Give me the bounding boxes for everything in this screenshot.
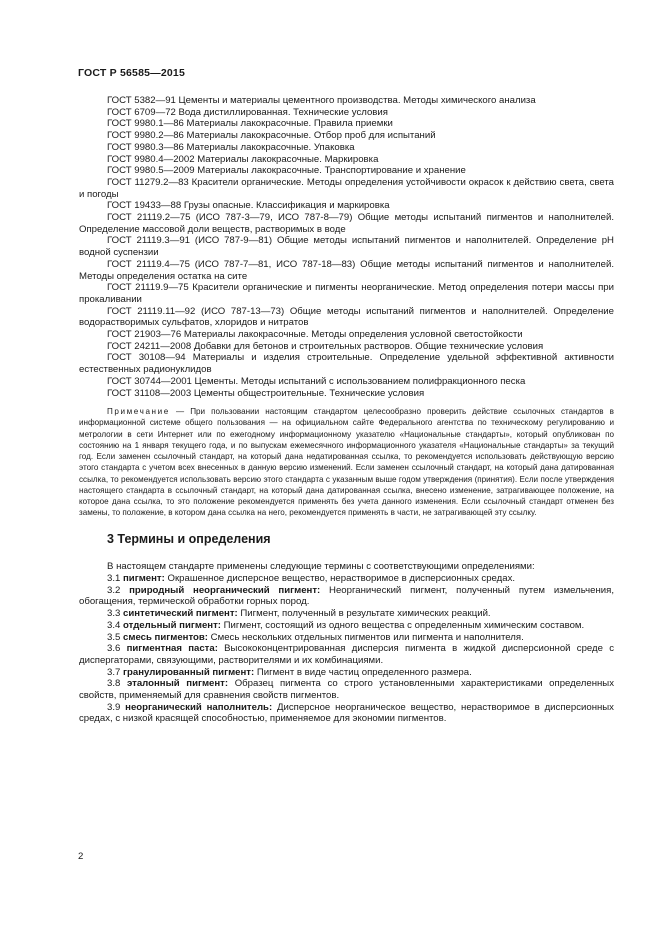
term-item	[79, 620, 614, 632]
term-item	[79, 667, 614, 679]
term-number: 3.8	[107, 678, 121, 690]
term-definition: Дисперсное неорганическое вещество, нерастворимое в дисперсионных средах, с низкой красящей способностью, применяемое для экономии пигментов.	[79, 701, 614, 725]
reference-item: ГОСТ 19433—88 Грузы опасные. Классификация и маркировка	[107, 200, 390, 212]
term-item	[79, 585, 614, 608]
term-definition: Пигмент в виде частиц определенного размера.	[254, 666, 472, 678]
section-3-title: 3 Термины и определения	[107, 532, 271, 547]
term-name: неорганический наполнитель:	[125, 701, 273, 713]
term-number: 3.2	[107, 584, 121, 596]
reference-item: ГОСТ 9980.4—2002 Материалы лакокрасочные. Маркировка	[107, 153, 379, 165]
reference-item: ГОСТ 21119.11—92 (ИСО 787-13—73) Общие методы испытаний пигментов и наполнителей. Определение водорастворимых сульфатов, хлоридов и нитратов	[79, 305, 614, 329]
page-number: 2	[78, 851, 84, 862]
term-name: природный неорганический пигмент:	[129, 584, 321, 596]
reference-item: ГОСТ 21119.9—75 Красители органические и пигменты неорганические. Метод определения потери массы при прокаливании	[79, 282, 614, 305]
reference-item: ГОСТ 9980.1—86 Материалы лакокрасочные. Правила приемки	[107, 118, 393, 130]
term-name: гранулированный пигмент:	[123, 666, 255, 678]
term-name: пигмент:	[123, 573, 165, 585]
term-definition: Пигмент, полученный в результате химических реакций.	[237, 608, 491, 620]
reference-item: ГОСТ 30108—94 Материалы и изделия строительные. Определение удельной эффективной активности естественных радионуклидов	[79, 352, 614, 376]
term-item	[79, 573, 614, 585]
page-content	[79, 95, 615, 725]
term-number: 3.3	[107, 608, 121, 620]
note-text: — При пользовании настоящим стандартом целесообразно проверить действие ссылочных стандартов в информационной системе общего пользования — на официальном сайте Федерального агентства по техническому регулированию и метрологии в сети Интернет или по ежегодному информационному указателю «Национальные стандарты», который опубликован по состоянию на 1 января текущего года, и по выпускам ежемесячного информационного указателя «Национальные стандарты» за текущий год. Если заменен ссылочный стандарт, на который дана недатированная ссылка, то рекомендуется использовать действующую версию этого стандарта с учетом всех внесенных в данную версию изменений. Если заменен ссылочный стандарт, на который дана датированная ссылка, то рекомендуется использовать версию этого стандарта с указанным выше годом утверждения (принятия). Если после утверждения настоящего стандарта в ссылочный стандарт, на который дана датированная ссылка, внесено изменение, затрагивающее положение, на которое дана ссылка, то это положение рекомендуется применять без учета данного изменения. Если ссылочный стандарт отменен без замены, то положение, в котором дана ссылка на него, рекомендуется применять в части, не затрагивающей эту ссылку.	[79, 407, 614, 518]
term-definition: Образец пигмента со строго установленными характеристиками определенных свойств, применяемый для сравнения свойств пигментов.	[79, 678, 614, 702]
reference-item: ГОСТ 30744—2001 Цементы. Методы испытаний с использованием полифракционного песка	[107, 375, 526, 387]
term-definition: Окрашенное дисперсное вещество, нерастворимое в дисперсионных средах.	[164, 573, 516, 585]
term-name: смесь пигментов:	[123, 631, 208, 643]
term-name: эталонный пигмент:	[126, 678, 229, 690]
term-definition: Высококонцентрированная дисперсия пигмента в жидкой дисперсионной среде с диспергаторами, связующими, растворителями и их комбинациями.	[79, 643, 615, 666]
reference-item: ГОСТ 31108—2003 Цементы общестроительные. Технические условия	[107, 387, 425, 399]
reference-item: ГОСТ 11279.2—83 Красители органические. Методы определения устойчивости окрасок к действию света, света и погоды	[79, 176, 614, 200]
term-number: 3.5	[107, 631, 121, 643]
term-name: синтетический пигмент:	[123, 608, 238, 620]
term-definition: Пигмент, состоящий из одного вещества с определенным химическим составом.	[221, 619, 585, 631]
reference-item: ГОСТ 9980.3—86 Материалы лакокрасочные. Упаковка	[107, 141, 355, 153]
term-number: 3.9	[107, 701, 121, 713]
reference-item: ГОСТ 24211—2008 Добавки для бетонов и строительных растворов. Общие технические условия	[107, 340, 544, 352]
reference-item: ГОСТ 21119.2—75 (ИСО 787-3—79, ИСО 787-8—79) Общие методы испытаний пигментов и наполнителей. Определение массовой доли веществ, растворимых в воде	[79, 212, 614, 235]
terms-list	[79, 573, 615, 725]
references-note	[79, 406, 614, 518]
note-label: Примечание	[107, 407, 170, 417]
document-code-header: ГОСТ Р 56585—2015	[78, 67, 186, 79]
reference-item: ГОСТ 5382—91 Цементы и материалы цементного производства. Методы химического анализа	[107, 95, 536, 106]
term-number: 3.4	[107, 619, 121, 631]
normative-references-list	[79, 95, 614, 399]
term-name: отдельный пигмент:	[123, 619, 221, 631]
term-definition: Неорганический пигмент, полученный путем измельчения, обогащения, термической обработки горных пород.	[79, 584, 614, 608]
reference-item: ГОСТ 21903—76 Материалы лакокрасочные. Методы определения условной светостойкости	[107, 329, 523, 341]
term-name: пигментная паста:	[126, 643, 218, 655]
reference-item: ГОСТ 9980.5—2009 Материалы лакокрасочные. Транспортирование и хранение	[107, 165, 466, 177]
term-item	[79, 643, 614, 666]
term-number: 3.6	[107, 643, 121, 655]
term-number: 3.7	[107, 666, 121, 678]
reference-item: ГОСТ 6709—72 Вода дистиллированная. Технические условия	[107, 106, 388, 118]
term-item	[79, 702, 614, 725]
term-item	[79, 608, 614, 620]
section-3-intro: В настоящем стандарте применены следующие термины с соответствующими определениями:	[107, 561, 535, 573]
term-definition: Смесь нескольких отдельных пигментов или пигмента и наполнителя.	[208, 631, 524, 643]
term-item	[79, 678, 614, 701]
reference-item: ГОСТ 21119.3—91 (ИСО 787-9—81) Общие методы испытаний пигментов и наполнителей. Определение рН водной суспензии	[79, 235, 614, 259]
reference-item: ГОСТ 9980.2—86 Материалы лакокрасочные. Отбор проб для испытаний	[107, 130, 436, 142]
term-number: 3.1	[107, 573, 121, 585]
reference-item: ГОСТ 21119.4—75 (ИСО 787-7—81, ИСО 787-18—83) Общие методы испытаний пигментов и наполнителей. Методы определения остатка на сите	[79, 258, 614, 282]
term-item	[79, 632, 614, 644]
